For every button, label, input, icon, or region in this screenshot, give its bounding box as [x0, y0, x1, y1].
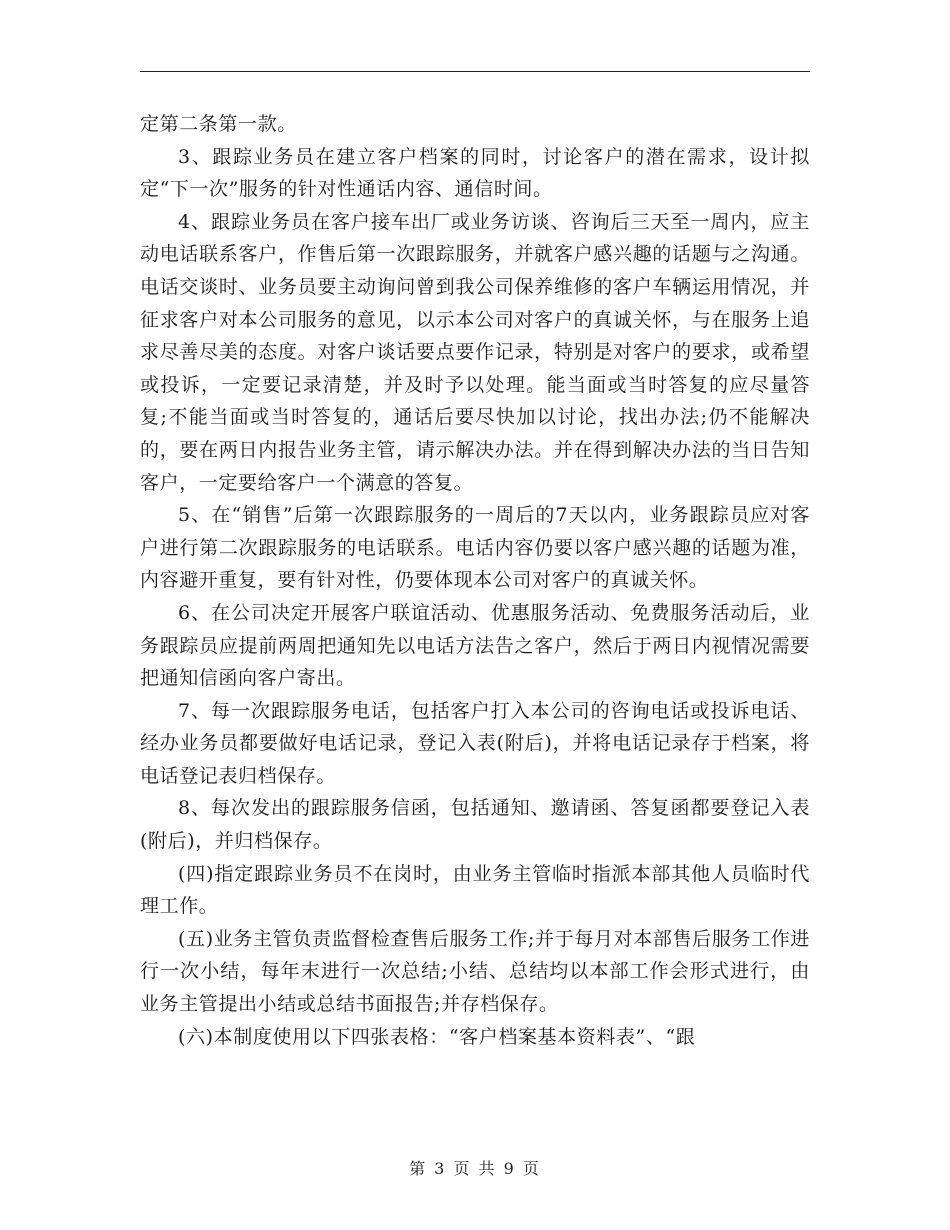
paragraph: 6、在公司决定开展客户联谊活动、优惠服务活动、免费服务活动后，业务跟踪员应提前两周把通知先以电话方法告之客户，然后于两日内视情况需要把通知信函向客户寄出。: [140, 601, 810, 690]
paragraph: (五)业务主管负责监督检查售后服务工作;并于每月对本部售后服务工作进行一次小结，每年末进行一次总结;小结、总结均以本部工作会形式进行，由业务主管提出小结或总结书面报告;并存档保存。: [140, 927, 810, 1016]
paragraph: 3、跟踪业务员在建立客户档案的同时，讨论客户的潜在需求，设计拟定“下一次”服务的针对性通话内容、通信时间。: [140, 145, 810, 201]
paragraph: 4、跟踪业务员在客户接车出厂或业务访谈、咨询后三天至一周内，应主动电话联系客户，作售后第一次跟踪服务，并就客户感兴趣的话题与之沟通。电话交谈时、业务员要主动询问曾到我公司保养维修的客户车辆运用情况，并征求客户对本公司服务的意见，以示本公司对客户的真诚关怀，与在服务上追求尽善尽美的态度。对客户谈话要点要作记录，特别是对客户的要求，或希望或投诉，一定要记录清楚，并及时予以处理。能当面或当时答复的应尽量答复;不能当面或当时答复的，通话后要尽快加以讨论，找出办法;仍不能解决的，要在两日内报告业务主管，请示解决办法。并在得到解决办法的当日告知客户，一定要给客户一个满意的答复。: [140, 210, 810, 494]
paragraph: 5、在“销售”后第一次跟踪服务的一周后的7天以内，业务跟踪员应对客户进行第二次跟踪服务的电话联系。电话内容仍要以客户感兴趣的话题为准，内容避开重复，要有针对性，仍要体现本公司对客户的真诚关怀。: [140, 504, 810, 592]
paragraph: 定第二条第一款。: [140, 113, 297, 135]
paragraph: (四)指定跟踪业务员不在岗时，由业务主管临时指派本部其他人员临时代理工作。: [140, 862, 810, 918]
paragraph: 7、每一次跟踪服务电话，包括客户打入本公司的咨询电话或投诉电话、经办业务员都要做好电话记录，登记入表(附后)，并将电话记录存于档案，将电话登记表归档保存。: [140, 699, 810, 787]
header-rule: [140, 71, 810, 72]
page-number-footer: 第 3 页 共 9 页: [409, 1159, 541, 1178]
document-body: [140, 108, 810, 1053]
paragraph: 8、每次发出的跟踪服务信函，包括通知、邀请函、答复函都要登记入表(附后)，并归档保存。: [140, 797, 810, 853]
paragraph: (六)本制度使用以下四张表格：“客户档案基本资料表”、“跟: [178, 1025, 696, 1048]
